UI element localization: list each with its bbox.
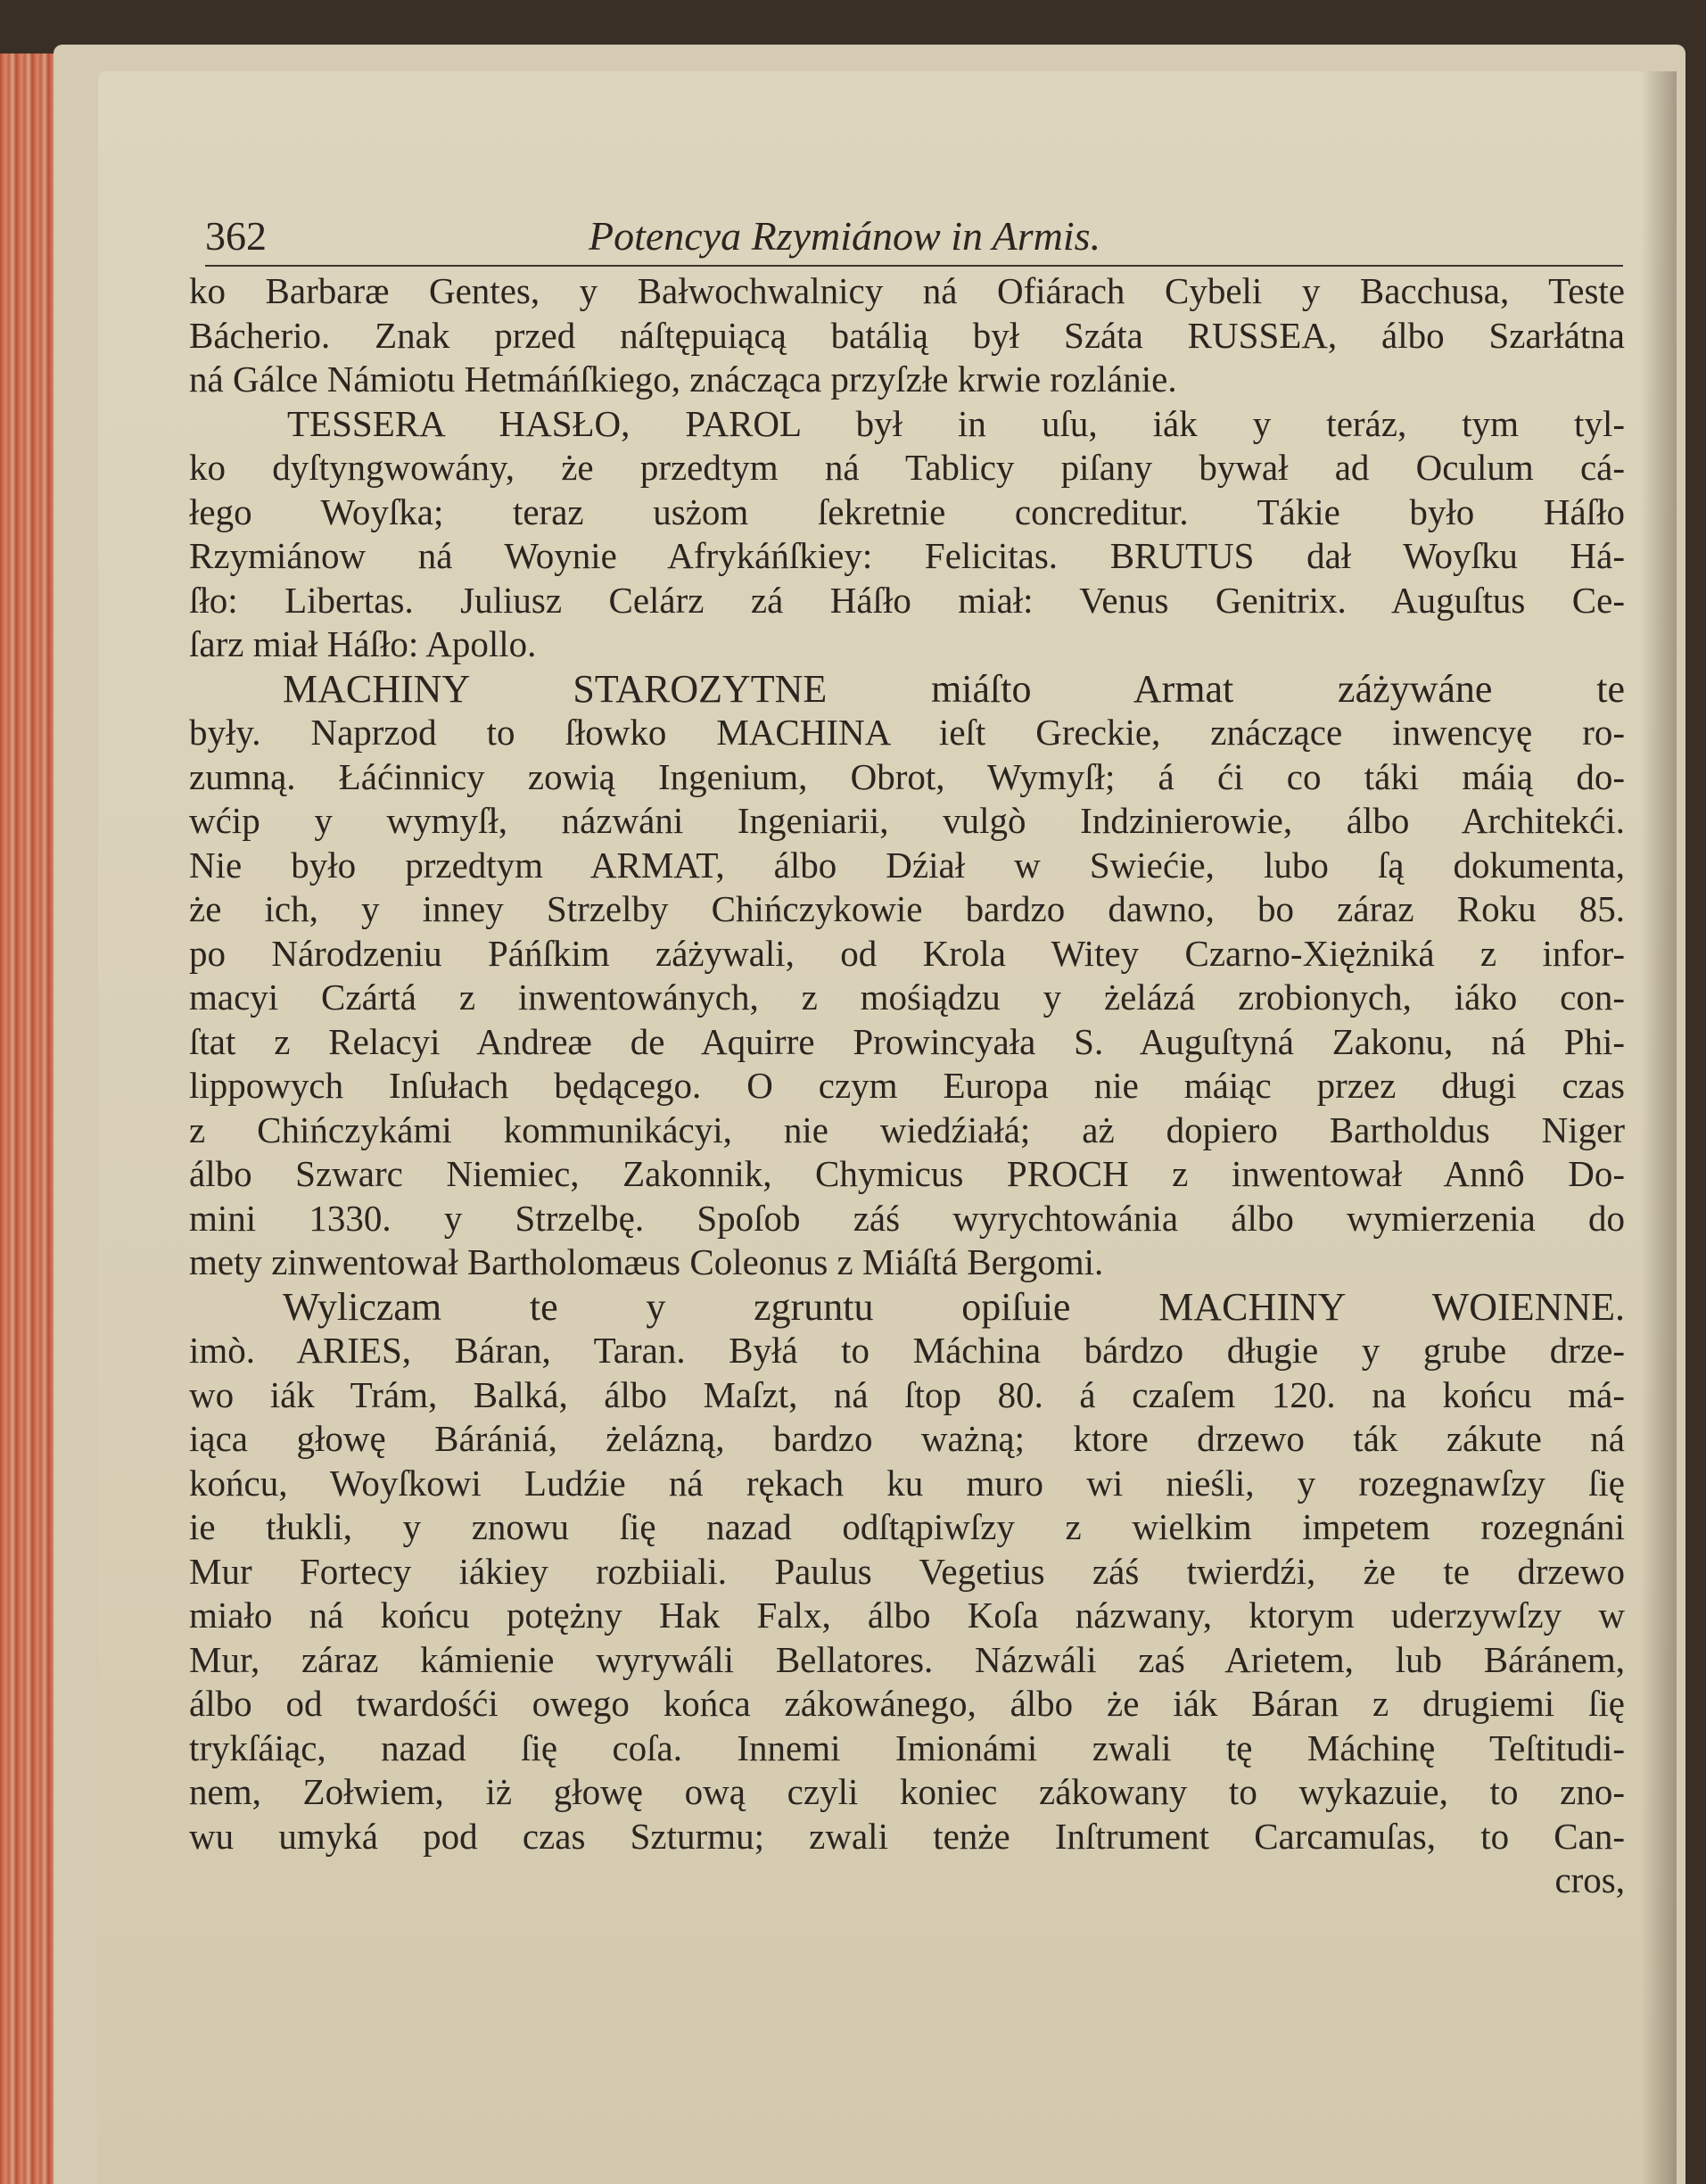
text-line: nem, Zołwiem, iż głowę ową czyli koniec zákowany to wykazuie, to zno-: [189, 1771, 1625, 1812]
text-line: ko Barbaræ Gentes, y Bałwochwalnicy ná Ofiárach Cybeli y Bacchusa, Teste: [189, 270, 1625, 311]
gutter-shadow: [1641, 71, 1677, 2184]
page-number: 362: [205, 213, 267, 259]
text-line: imò. ARIES, Báran, Taran. Byłá to Máchina bárdzo długie y grube drze-: [189, 1330, 1625, 1371]
text-line: ſło: Libertas. Juliusz Celárz zá Háſło miał: Venus Genitrix. Auguſtus Ce-: [189, 579, 1625, 621]
text-line: trykſáiąc, nazad ſię coſa. Innemi Imionámi zwali tę Máchinę Teſtitudi-: [189, 1727, 1625, 1768]
text-line: iąca głowę Bárániá, żelázną, bardzo ważną; ktore drzewo ták zákute ná: [189, 1418, 1625, 1459]
text-line: lippowych Inſułach będącego. O czym Europa nie máiąc przez długi czas: [189, 1065, 1625, 1106]
text-line: zumną. Łáćinnicy zowią Ingenium, Obrot, Wymyſł; á ći co táki máią do-: [189, 755, 1625, 797]
text-line: końcu, Woyſkowi Ludźie ná rękach ku muro wi nieśli, y rozegnawſzy ſię: [189, 1462, 1625, 1504]
running-header: [205, 210, 1623, 267]
text-line: wćip y wymyſł, názwáni Ingeniarii, vulgò Indzinierowie, álbo Architekći.: [189, 800, 1625, 841]
text-line: álbo od twardośći owego końca zákowánego, álbo że iák Báran z drugiemi ſię: [189, 1683, 1625, 1724]
catchword: cros,: [1554, 1859, 1625, 1900]
text-line: wo iák Trám, Balká, álbo Maſzt, ná ſtop 80. á czaſem 120. na końcu má-: [189, 1373, 1625, 1415]
text-line: ſtat z Relacyi Andreæ de Aquirre Prowincyała S. Auguſtyná Zakonu, ná Phi-: [189, 1020, 1625, 1062]
text-line: MACHINY STAROZYTNE miáſto Armat záżywáne te: [283, 666, 1625, 711]
text-line: Bácherio. Znak przed náſtępuiącą batálią był Száta RUSSEA, álbo Szarłátna: [189, 314, 1625, 356]
text-line: ie tłukli, y znowu ſię nazad odſtąpiwſzy z wielkim impetem rozegnáni: [189, 1506, 1625, 1547]
text-line: Rzymiánow ná Woynie Afrykáńſkiey: Felicitas. BRUTUS dał Woyſku Há-: [189, 535, 1625, 576]
text-line: ko dyſtyngwowány, że przedtym ná Tablicy piſany bywał ad Oculum cá-: [189, 447, 1625, 488]
text-line: Mur, záraz kámienie wyrywáli Bellatores. Názwáli zaś Arietem, lub Báránem,: [189, 1638, 1625, 1680]
text-line: ná Gálce Námiotu Hetmáńſkiego, znácząca przyſzłe krwie rozlánie.: [189, 359, 1177, 400]
text-line: macyi Czártá z inwentowánych, z mośiądzu y żelázá zrobionych, iáko con-: [189, 977, 1625, 1018]
text-line: álbo Szwarc Niemiec, Zakonnik, Chymicus PROCH z inwentował Annô Do-: [189, 1153, 1625, 1194]
text-line: łego Woyſka; teraz usżom ſekretnie concreditur. Tákie było Háſło: [189, 490, 1625, 532]
text-line: miało ná końcu potężny Hak Falx, álbo Koſa názwany, ktorym uderzywſzy w: [189, 1595, 1625, 1636]
text-line: wu umyká pod czas Szturmu; zwali tenże Inſtrument Carcamuſas, to Can-: [189, 1815, 1625, 1857]
text-line: że ich, y inney Strzelby Chińczykowie bardzo dawno, bo záraz Roku 85.: [189, 888, 1625, 929]
body-text: [189, 269, 1625, 1903]
text-line: Mur Fortecy iákiey rozbiiali. Paulus Vegetius záś twierdźi, że te drzewo: [189, 1550, 1625, 1592]
text-line: ſarz miał Háſło: Apollo.: [189, 623, 537, 664]
text-line: TESSERA HASŁO, PAROL był in uſu, iák y teráz, tym tyl-: [287, 402, 1625, 444]
running-title: Potencya Rzymiánow in Armis.: [589, 213, 1101, 259]
text-line: Nie było przedtym ARMAT, álbo Dźiał w Swiećie, lubo ſą dokumenta,: [189, 844, 1625, 886]
text-line: mini 1330. y Strzelbę. Spoſob záś wyrychtowánia álbo wymierzenia do: [189, 1197, 1625, 1239]
text-line: Wyliczam te y zgruntu opiſuie MACHINY WOIENNE.: [283, 1284, 1625, 1329]
text-line: były. Naprzod to ſłowko MACHINA ieſt Greckie, znáczące inwencyę ro-: [189, 712, 1625, 753]
text-line: mety zinwentował Bartholomæus Coleonus z Miáſtá Bergomi.: [189, 1241, 1104, 1282]
text-line: z Chińczykámi kommunikácyi, nie wiedźiałá; aż dopiero Bartholdus Niger: [189, 1108, 1625, 1150]
text-line: po Národzeniu Páńſkim záżywali, od Krola Witey Czarno-Xiężniká z infor-: [189, 932, 1625, 974]
